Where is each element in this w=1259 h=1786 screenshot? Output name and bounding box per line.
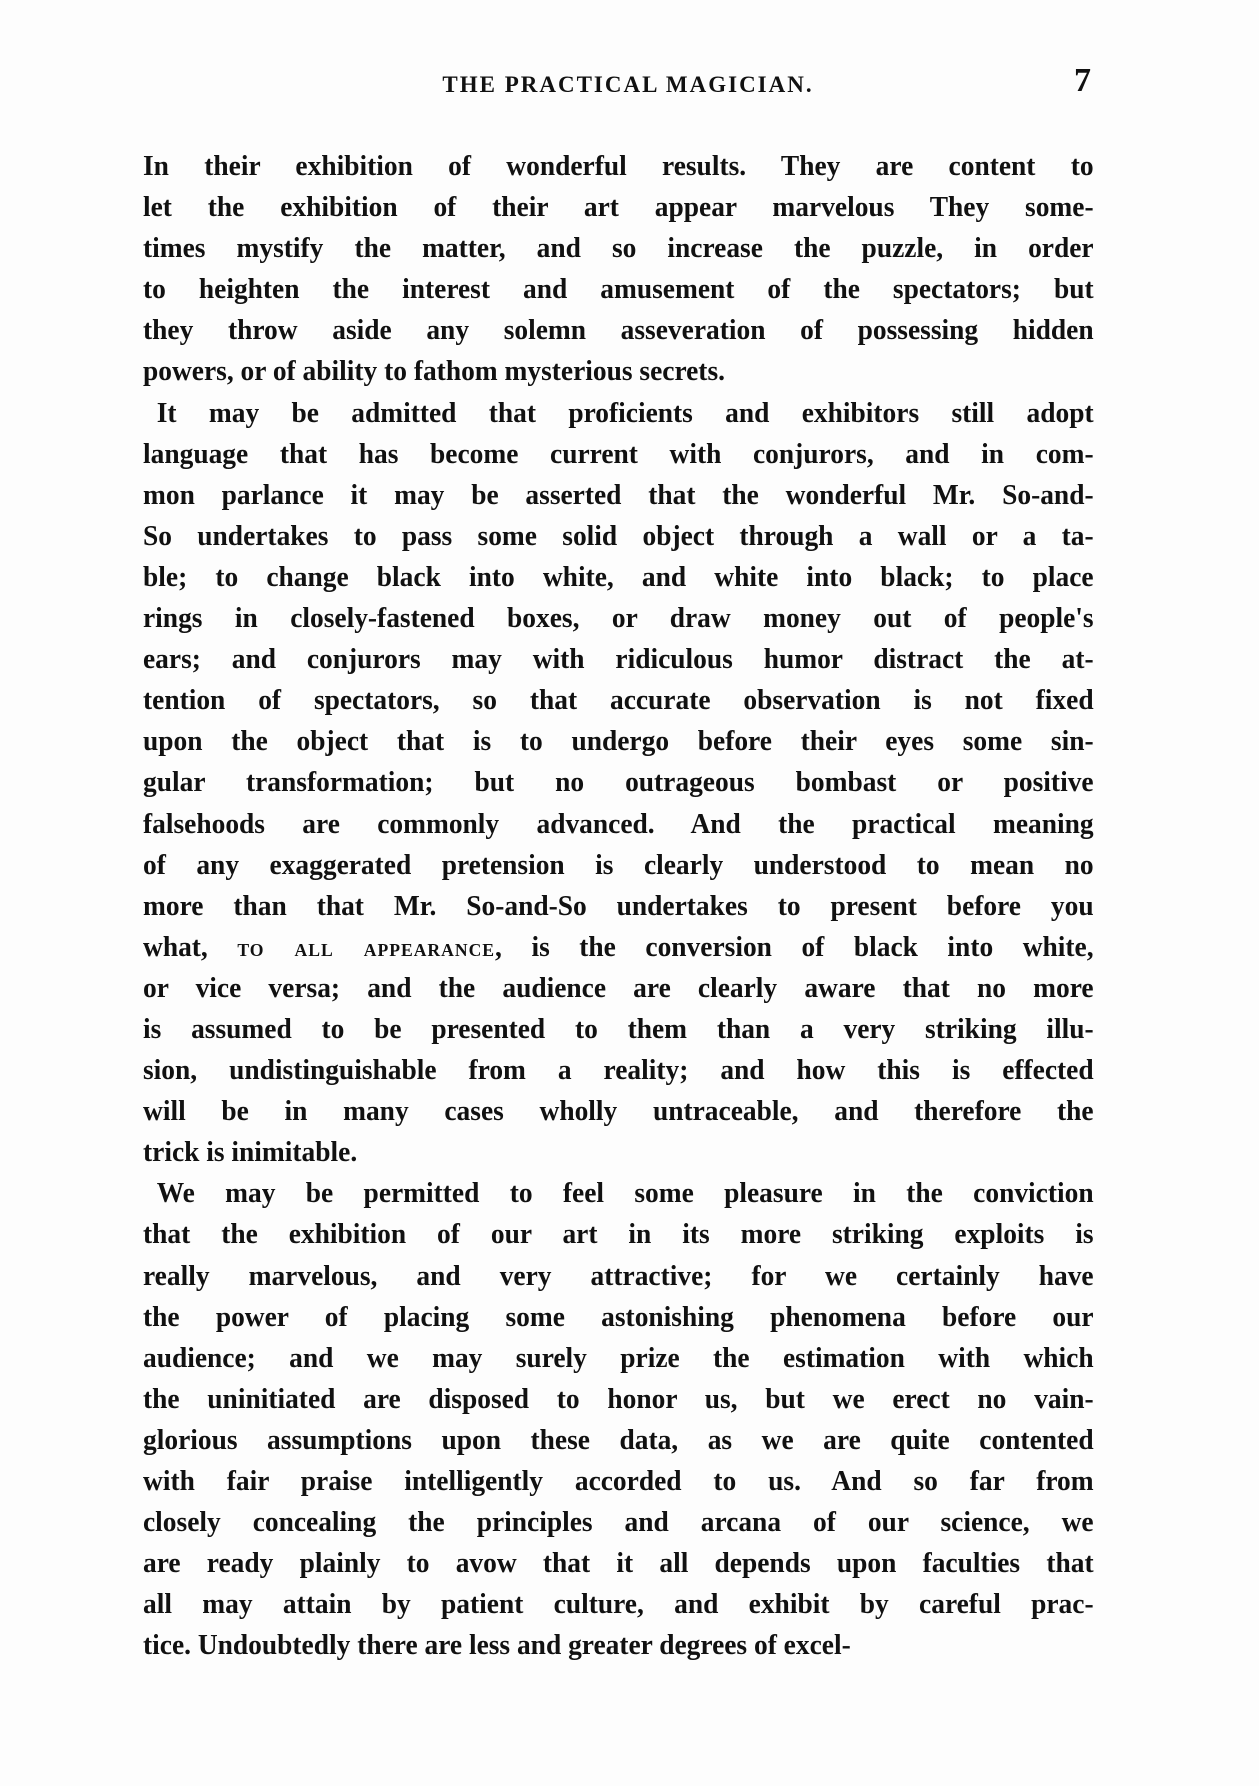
text-segment: , is the conversion of black into white,: [495, 931, 1094, 963]
text-line: let the exhibition of their art appear marvelous They some-: [143, 192, 1094, 224]
text-line: with fair praise intelligently accorded to us. And so far from: [143, 1466, 1094, 1497]
text-line: to heighten the interest and amusement of the spectators; but: [143, 274, 1094, 306]
text-line: will be in many cases wholly untraceable, and therefore the: [143, 1096, 1094, 1128]
text-line: language that has become current with conjurors, and in com-: [143, 438, 1094, 470]
text-line: times mystify the matter, and so increase the puzzle, in order: [143, 233, 1094, 265]
text-line: upon the object that is to undergo before their eyes some sin-: [143, 726, 1094, 758]
text-line: of any exaggerated pretension is clearly understood to mean no: [143, 849, 1094, 881]
text-line: mon parlance it may be asserted that the wonderful Mr. So-and-: [143, 479, 1094, 511]
text-line: powers, or of ability to fathom mysterious secrets.: [143, 356, 725, 388]
text-line: or vice versa; and the audience are clearly aware that no more: [143, 972, 1094, 1004]
paragraph: [143, 146, 1113, 393]
paragraph: [143, 1173, 1113, 1666]
text-line: We may be permitted to feel some pleasure in the conviction: [156, 1178, 1094, 1210]
text-line: In their exhibition of wonderful results. They are content to: [143, 151, 1094, 182]
text-line: ble; to change black into white, and white into black; to place: [143, 561, 1094, 593]
text-line: audience; and we may surely prize the estimation with which: [143, 1342, 1094, 1374]
text-line: ears; and conjurors may with ridiculous humor distract the at-: [143, 644, 1094, 676]
text-line: falsehoods are commonly advanced. And the practical meaning: [143, 808, 1094, 840]
text-line: rings in closely-fastened boxes, or draw money out of people's: [143, 603, 1094, 635]
text-line: really marvelous, and very attractive; for we certainly have: [143, 1260, 1094, 1292]
text-line: all may attain by patient culture, and exhibit by careful prac-: [143, 1589, 1094, 1621]
text-line: So undertakes to pass some solid object through a wall or a ta-: [143, 520, 1094, 552]
small-caps-text: to all appearance: [237, 932, 496, 962]
text-line: that the exhibition of our art in its more striking exploits is: [143, 1219, 1094, 1251]
text-line: the power of placing some astonishing phenomena before our: [143, 1301, 1094, 1333]
paragraph: [143, 393, 1113, 1174]
text-line: they throw aside any solemn asseveration of possessing hidden: [143, 315, 1094, 347]
text-line: tice. Undoubtedly there are less and greater degrees of excel-: [143, 1630, 851, 1662]
text-line: the uninitiated are disposed to honor us, but we erect no vain-: [143, 1383, 1094, 1415]
page-number: 7: [1074, 62, 1091, 99]
text-line: closely concealing the principles and arcana of our science, we: [143, 1507, 1094, 1539]
text-segment: what,: [143, 931, 238, 963]
text-line: glorious assumptions upon these data, as we are quite contented: [143, 1424, 1094, 1456]
text-line: It may be admitted that proficients and exhibitors still adopt: [156, 397, 1094, 429]
text-line: more than that Mr. So-and-So undertakes to present before you: [143, 890, 1094, 922]
running-header: [143, 62, 1113, 106]
text-line: sion, undistinguishable from a reality; and how this is effected: [143, 1055, 1094, 1087]
running-title: THE PRACTICAL MAGICIAN.: [442, 72, 814, 97]
text-line: [143, 927, 1094, 968]
text-line: tention of spectators, so that accurate observation is not fixed: [143, 685, 1094, 717]
text-line: gular transformation; but no outrageous bombast or positive: [143, 767, 1094, 799]
page-body: [143, 146, 1113, 1666]
text-line: is assumed to be presented to them than a very striking illu-: [143, 1013, 1094, 1045]
text-line: are ready plainly to avow that it all depends upon faculties that: [143, 1548, 1094, 1580]
text-line: trick is inimitable.: [143, 1137, 358, 1169]
